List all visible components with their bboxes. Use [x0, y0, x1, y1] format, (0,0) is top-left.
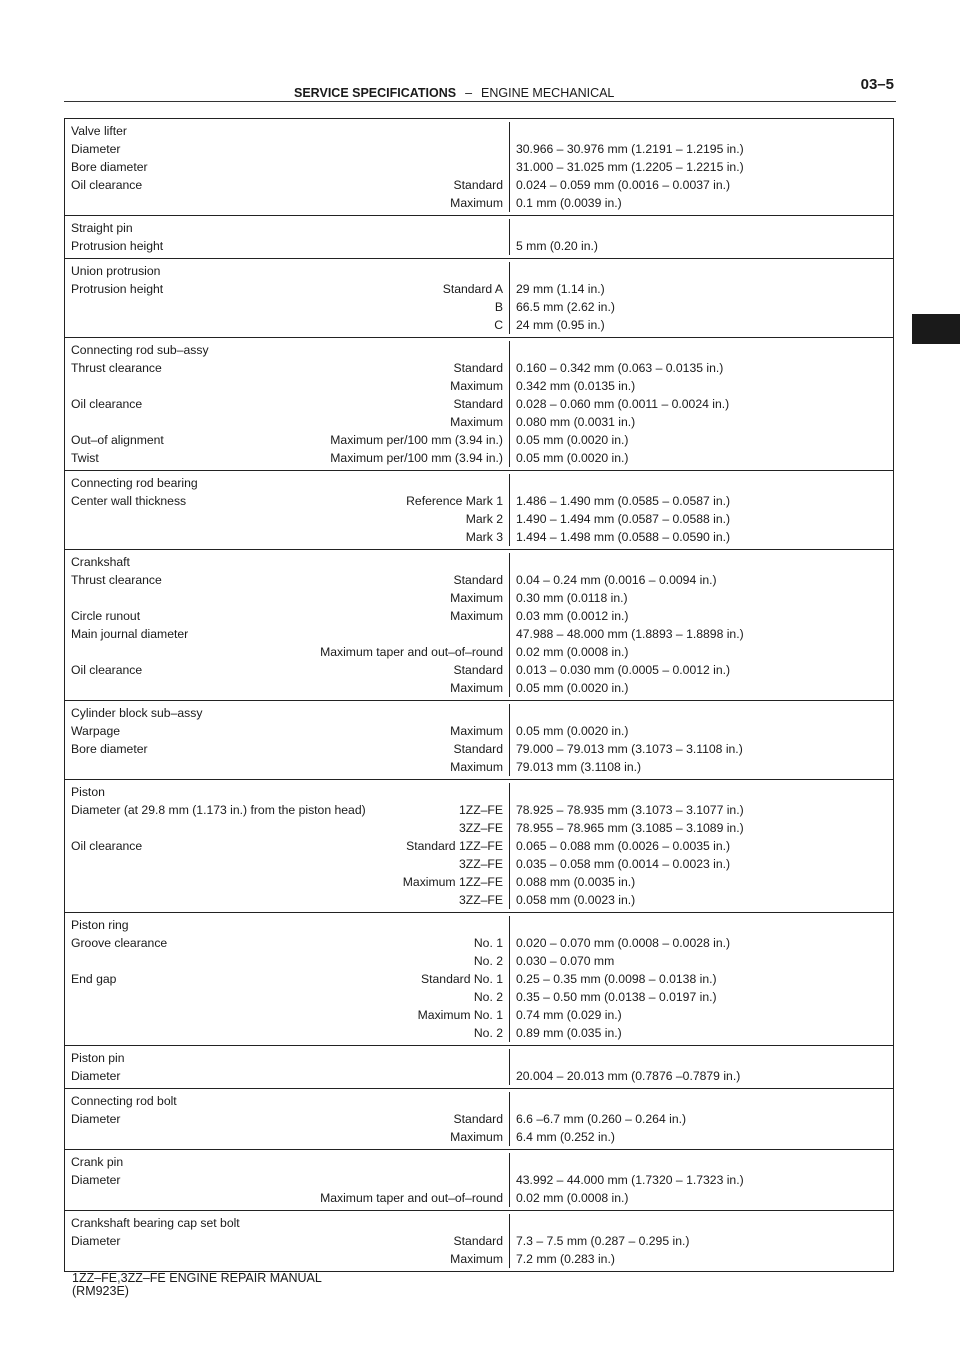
spec-row — [65, 510, 893, 528]
spec-value: 0.058 mm (0.0023 in.) — [516, 893, 636, 907]
spec-section — [65, 337, 893, 470]
spec-value: 0.020 – 0.070 mm (0.0008 – 0.0028 in.) — [516, 936, 731, 950]
spec-value: 1.486 – 1.490 mm (0.0585 – 0.0587 in.) — [516, 494, 731, 508]
spec-value: 0.013 – 0.030 mm (0.0005 – 0.0012 in.) — [516, 663, 731, 677]
label-cell — [65, 758, 510, 776]
spec-label: Bore diameter — [71, 742, 148, 756]
spec-row — [65, 722, 893, 740]
section-tab-marker — [912, 314, 960, 344]
label-cell — [65, 571, 510, 589]
spec-row — [65, 140, 893, 158]
spec-label: Circle runout — [71, 609, 141, 623]
spec-condition: Maximum — [450, 379, 503, 393]
label-cell — [65, 140, 510, 158]
spec-value: 0.02 mm (0.0008 in.) — [516, 1191, 629, 1205]
spec-row — [65, 607, 893, 625]
section-title-row — [65, 704, 893, 722]
spec-row — [65, 801, 893, 819]
spec-label: Thrust clearance — [71, 361, 162, 375]
spec-section — [65, 1149, 893, 1210]
spec-condition: Standard 1ZZ–FE — [406, 839, 503, 853]
spec-value: 47.988 – 48.000 mm (1.8893 – 1.8898 in.) — [516, 627, 744, 641]
section-heading: Piston — [71, 785, 105, 799]
spec-condition: Mark 2 — [465, 512, 503, 526]
spec-section — [65, 258, 893, 337]
spec-condition: C — [494, 318, 503, 332]
label-cell — [65, 607, 510, 625]
spec-value: 1.490 – 1.494 mm (0.0587 – 0.0588 in.) — [516, 512, 731, 526]
spec-value: 0.35 – 0.50 mm (0.0138 – 0.0197 in.) — [516, 990, 717, 1004]
spec-value: 24 mm (0.95 in.) — [516, 318, 605, 332]
value-cell — [510, 122, 516, 140]
label-cell — [65, 316, 510, 334]
spec-condition: Maximum No. 1 — [417, 1008, 503, 1022]
label-cell — [65, 262, 510, 280]
spec-value: 0.030 – 0.070 mm — [516, 954, 615, 968]
label-cell — [65, 934, 510, 952]
label-cell — [65, 431, 510, 449]
spec-row — [65, 571, 893, 589]
spec-row — [65, 194, 893, 212]
value-cell — [510, 1214, 516, 1232]
spec-value: 6.4 mm (0.252 in.) — [516, 1130, 615, 1144]
spec-condition: B — [494, 300, 503, 314]
spec-value: 0.05 mm (0.0020 in.) — [516, 724, 629, 738]
label-cell — [65, 1067, 510, 1085]
spec-value: 0.89 mm (0.035 in.) — [516, 1026, 622, 1040]
label-cell — [65, 1171, 510, 1189]
spec-value: 0.05 mm (0.0020 in.) — [516, 681, 629, 695]
label-cell — [65, 916, 510, 934]
section-title: SERVICE SPECIFICATIONS — [294, 86, 457, 100]
label-cell — [65, 510, 510, 528]
label-cell — [65, 413, 510, 431]
label-cell — [65, 237, 510, 255]
label-cell — [65, 158, 510, 176]
value-cell — [510, 916, 516, 934]
spec-value: 29 mm (1.14 in.) — [516, 282, 605, 296]
spec-row — [65, 837, 893, 855]
spec-row — [65, 298, 893, 316]
spec-condition: Maximum taper and out–of–round — [320, 645, 503, 659]
spec-section — [65, 1045, 893, 1088]
spec-row — [65, 934, 893, 952]
section-title-row — [65, 1214, 893, 1232]
spec-condition: Maximum — [450, 724, 503, 738]
value-cell — [510, 1153, 516, 1171]
label-cell — [65, 359, 510, 377]
spec-label: Main journal diameter — [71, 627, 189, 641]
spec-condition: 3ZZ–FE — [458, 857, 503, 871]
label-cell — [65, 643, 510, 661]
section-heading: Crankshaft — [71, 555, 130, 569]
label-cell — [65, 492, 510, 510]
spec-table — [64, 118, 894, 1272]
label-cell — [65, 661, 510, 679]
section-title-row — [65, 783, 893, 801]
spec-condition: Maximum — [450, 1252, 503, 1266]
spec-condition: Standard — [453, 361, 503, 375]
spec-condition: Standard — [453, 397, 503, 411]
page-footer — [72, 1272, 322, 1298]
spec-condition: No. 2 — [473, 990, 503, 1004]
spec-row — [65, 1067, 893, 1085]
spec-section — [65, 1088, 893, 1149]
value-cell — [510, 553, 516, 571]
label-cell — [65, 625, 510, 643]
spec-row — [65, 158, 893, 176]
spec-label: Center wall thickness — [71, 494, 187, 508]
spec-condition: Maximum per/100 mm (3.94 in.) — [330, 433, 503, 447]
label-cell — [65, 341, 510, 359]
label-cell — [65, 1214, 510, 1232]
spec-condition: Maximum — [450, 196, 503, 210]
label-cell — [65, 194, 510, 212]
spec-row — [65, 1006, 893, 1024]
page-title — [294, 84, 614, 102]
label-cell — [65, 1189, 510, 1207]
spec-row — [65, 280, 893, 298]
spec-label: Diameter — [71, 1112, 121, 1126]
spec-row — [65, 316, 893, 334]
label-cell — [65, 1006, 510, 1024]
label-cell — [65, 722, 510, 740]
spec-section — [65, 215, 893, 258]
spec-value: 0.02 mm (0.0008 in.) — [516, 645, 629, 659]
spec-value: 0.74 mm (0.029 in.) — [516, 1008, 622, 1022]
value-cell — [510, 219, 516, 237]
spec-row — [65, 679, 893, 697]
section-title-row — [65, 1153, 893, 1171]
spec-condition: Reference Mark 1 — [406, 494, 503, 508]
spec-section — [65, 470, 893, 549]
spec-row — [65, 970, 893, 988]
label-cell — [65, 988, 510, 1006]
spec-label: Diameter — [71, 142, 121, 156]
label-cell — [65, 395, 510, 413]
spec-value: 66.5 mm (2.62 in.) — [516, 300, 615, 314]
label-cell — [65, 1024, 510, 1042]
spec-row — [65, 1128, 893, 1146]
spec-condition: Maximum — [450, 1130, 503, 1144]
spec-value: 78.925 – 78.935 mm (3.1073 – 3.1077 in.) — [516, 803, 744, 817]
spec-row — [65, 873, 893, 891]
spec-condition: Maximum 1ZZ–FE — [402, 875, 503, 889]
label-cell — [65, 891, 510, 909]
label-cell — [65, 219, 510, 237]
value-cell — [510, 474, 516, 492]
value-cell — [510, 783, 516, 801]
label-cell — [65, 855, 510, 873]
label-cell — [65, 970, 510, 988]
spec-row — [65, 758, 893, 776]
spec-value: 0.05 mm (0.0020 in.) — [516, 451, 629, 465]
spec-label: Oil clearance — [71, 663, 143, 677]
label-cell — [65, 837, 510, 855]
label-cell — [65, 1250, 510, 1268]
section-title-row — [65, 1092, 893, 1110]
spec-label: End gap — [71, 972, 117, 986]
spec-value: 0.088 mm (0.0035 in.) — [516, 875, 636, 889]
spec-row — [65, 449, 893, 467]
spec-condition: No. 1 — [473, 936, 503, 950]
spec-section — [65, 1210, 893, 1271]
spec-condition: Standard — [453, 1234, 503, 1248]
section-heading: Valve lifter — [71, 124, 127, 138]
spec-value: 0.1 mm (0.0039 in.) — [516, 196, 622, 210]
spec-label: Oil clearance — [71, 839, 143, 853]
spec-section — [65, 912, 893, 1045]
spec-row — [65, 1189, 893, 1207]
section-heading: Straight pin — [71, 221, 133, 235]
value-cell — [510, 262, 516, 280]
label-cell — [65, 1110, 510, 1128]
label-cell — [65, 553, 510, 571]
section-title-row — [65, 474, 893, 492]
spec-condition: Standard — [453, 573, 503, 587]
section-title-row — [65, 553, 893, 571]
spec-value: 7.3 – 7.5 mm (0.287 – 0.295 in.) — [516, 1234, 690, 1248]
spec-row — [65, 643, 893, 661]
spec-label: Groove clearance — [71, 936, 168, 950]
manual-title: 1ZZ–FE,3ZZ–FE ENGINE REPAIR MANUAL — [72, 1271, 322, 1285]
spec-section — [65, 779, 893, 912]
section-heading: Piston ring — [71, 918, 129, 932]
spec-section — [65, 700, 893, 779]
value-cell — [510, 704, 516, 722]
section-title-row — [65, 122, 893, 140]
spec-condition: No. 2 — [473, 1026, 503, 1040]
section-title-row — [65, 916, 893, 934]
page-header — [64, 76, 896, 102]
label-cell — [65, 952, 510, 970]
spec-condition: Standard — [453, 663, 503, 677]
spec-row — [65, 431, 893, 449]
section-heading: Cylinder block sub–assy — [71, 706, 203, 720]
label-cell — [65, 704, 510, 722]
label-cell — [65, 298, 510, 316]
label-cell — [65, 449, 510, 467]
spec-value: 0.05 mm (0.0020 in.) — [516, 433, 629, 447]
spec-condition: Maximum — [450, 609, 503, 623]
label-cell — [65, 783, 510, 801]
label-cell — [65, 122, 510, 140]
spec-value: 7.2 mm (0.283 in.) — [516, 1252, 615, 1266]
spec-row — [65, 377, 893, 395]
label-cell — [65, 819, 510, 837]
header-rule — [64, 101, 896, 102]
spec-value: 0.25 – 0.35 mm (0.0098 – 0.0138 in.) — [516, 972, 717, 986]
spec-row — [65, 528, 893, 546]
spec-condition: 1ZZ–FE — [458, 803, 503, 817]
spec-value: 0.035 – 0.058 mm (0.0014 – 0.0023 in.) — [516, 857, 731, 871]
page-number: 03–5 — [860, 76, 894, 93]
spec-row — [65, 988, 893, 1006]
spec-condition: 3ZZ–FE — [458, 893, 503, 907]
value-cell — [510, 341, 516, 359]
spec-condition: Mark 3 — [465, 530, 503, 544]
spec-row — [65, 952, 893, 970]
value-cell — [510, 1092, 516, 1110]
spec-value: 79.000 – 79.013 mm (3.1073 – 3.1108 in.) — [516, 742, 743, 756]
spec-condition: Maximum taper and out–of–round — [320, 1191, 503, 1205]
label-cell — [65, 1153, 510, 1171]
label-cell — [65, 740, 510, 758]
spec-row — [65, 395, 893, 413]
spec-row — [65, 1232, 893, 1250]
section-heading: Union protrusion — [71, 264, 161, 278]
spec-label: Bore diameter — [71, 160, 148, 174]
label-cell — [65, 377, 510, 395]
spec-condition: Maximum — [450, 591, 503, 605]
label-cell — [65, 1049, 510, 1067]
spec-value: 30.966 – 30.976 mm (1.2191 – 1.2195 in.) — [516, 142, 744, 156]
spec-label: Thrust clearance — [71, 573, 162, 587]
spec-condition: Maximum — [450, 760, 503, 774]
spec-row — [65, 1024, 893, 1042]
section-heading: Crankshaft bearing cap set bolt — [71, 1216, 240, 1230]
spec-label: Diameter — [71, 1173, 121, 1187]
label-cell — [65, 589, 510, 607]
spec-value: 0.342 mm (0.0135 in.) — [516, 379, 636, 393]
spec-label: Out–of alignment — [71, 433, 164, 447]
spec-condition: Standard — [453, 742, 503, 756]
spec-value: 78.955 – 78.965 mm (3.1085 – 3.1089 in.) — [516, 821, 744, 835]
spec-label: Diameter — [71, 1069, 121, 1083]
spec-section — [65, 549, 893, 700]
label-cell — [65, 1232, 510, 1250]
spec-row — [65, 237, 893, 255]
spec-row — [65, 855, 893, 873]
spec-row — [65, 740, 893, 758]
spec-value: 0.080 mm (0.0031 in.) — [516, 415, 636, 429]
spec-value: 0.03 mm (0.0012 in.) — [516, 609, 629, 623]
spec-label: Warpage — [71, 724, 120, 738]
label-cell — [65, 679, 510, 697]
spec-label: Twist — [71, 451, 99, 465]
label-cell — [65, 873, 510, 891]
label-cell — [65, 801, 510, 819]
section-heading: Piston pin — [71, 1051, 125, 1065]
label-cell — [65, 1092, 510, 1110]
spec-row — [65, 661, 893, 679]
spec-label: Oil clearance — [71, 178, 143, 192]
spec-value: 0.30 mm (0.0118 in.) — [516, 591, 628, 605]
spec-row — [65, 359, 893, 377]
spec-row — [65, 1110, 893, 1128]
label-cell — [65, 528, 510, 546]
spec-value: 79.013 mm (3.1108 in.) — [516, 760, 642, 774]
manual-code: (RM923E) — [72, 1284, 129, 1298]
spec-value: 0.04 – 0.24 mm (0.0016 – 0.0094 in.) — [516, 573, 717, 587]
spec-value: 0.024 – 0.059 mm (0.0016 – 0.0037 in.) — [516, 178, 731, 192]
title-separator: – — [465, 86, 473, 100]
value-cell — [510, 1049, 516, 1067]
section-heading: Connecting rod bearing — [71, 476, 198, 490]
section-title-row — [65, 341, 893, 359]
spec-condition: Maximum per/100 mm (3.94 in.) — [330, 451, 503, 465]
spec-row — [65, 819, 893, 837]
section-title-row — [65, 262, 893, 280]
spec-condition: Maximum — [450, 415, 503, 429]
spec-label: Oil clearance — [71, 397, 143, 411]
spec-row — [65, 1250, 893, 1268]
spec-label: Diameter — [71, 1234, 121, 1248]
label-cell — [65, 474, 510, 492]
spec-value: 0.028 – 0.060 mm (0.0011 – 0.0024 in.) — [516, 397, 730, 411]
section-heading: Connecting rod bolt — [71, 1094, 177, 1108]
spec-row — [65, 1171, 893, 1189]
section-heading: Crank pin — [71, 1155, 124, 1169]
label-cell — [65, 176, 510, 194]
section-subtitle: ENGINE MECHANICAL — [481, 86, 615, 100]
spec-label: Protrusion height — [71, 282, 164, 296]
spec-condition: No. 2 — [473, 954, 503, 968]
spec-condition: 3ZZ–FE — [458, 821, 503, 835]
spec-section — [65, 119, 893, 215]
spec-value: 20.004 – 20.013 mm (0.7876 –0.7879 in.) — [516, 1069, 741, 1083]
spec-value: 5 mm (0.20 in.) — [516, 239, 598, 253]
spec-value: 31.000 – 31.025 mm (1.2205 – 1.2215 in.) — [516, 160, 744, 174]
spec-row — [65, 176, 893, 194]
label-cell — [65, 280, 510, 298]
label-cell — [65, 1128, 510, 1146]
spec-value: 43.992 – 44.000 mm (1.7320 – 1.7323 in.) — [516, 1173, 744, 1187]
spec-label: Diameter (at 29.8 mm (1.173 in.) from the piston head) — [71, 803, 366, 817]
section-title-row — [65, 1049, 893, 1067]
spec-value: 0.065 – 0.088 mm (0.0026 – 0.0035 in.) — [516, 839, 731, 853]
spec-condition: Maximum — [450, 681, 503, 695]
spec-row — [65, 589, 893, 607]
spec-value: 6.6 –6.7 mm (0.260 – 0.264 in.) — [516, 1112, 687, 1126]
spec-value: 0.160 – 0.342 mm (0.063 – 0.0135 in.) — [516, 361, 724, 375]
spec-value: 1.494 – 1.498 mm (0.0588 – 0.0590 in.) — [516, 530, 731, 544]
spec-condition: Standard No. 1 — [421, 972, 503, 986]
spec-condition: Standard A — [442, 282, 503, 296]
spec-label: Protrusion height — [71, 239, 164, 253]
section-title-row — [65, 219, 893, 237]
spec-condition: Standard — [453, 1112, 503, 1126]
spec-row — [65, 625, 893, 643]
spec-row — [65, 492, 893, 510]
spec-row — [65, 891, 893, 909]
spec-condition: Standard — [453, 178, 503, 192]
spec-row — [65, 413, 893, 431]
section-heading: Connecting rod sub–assy — [71, 343, 209, 357]
